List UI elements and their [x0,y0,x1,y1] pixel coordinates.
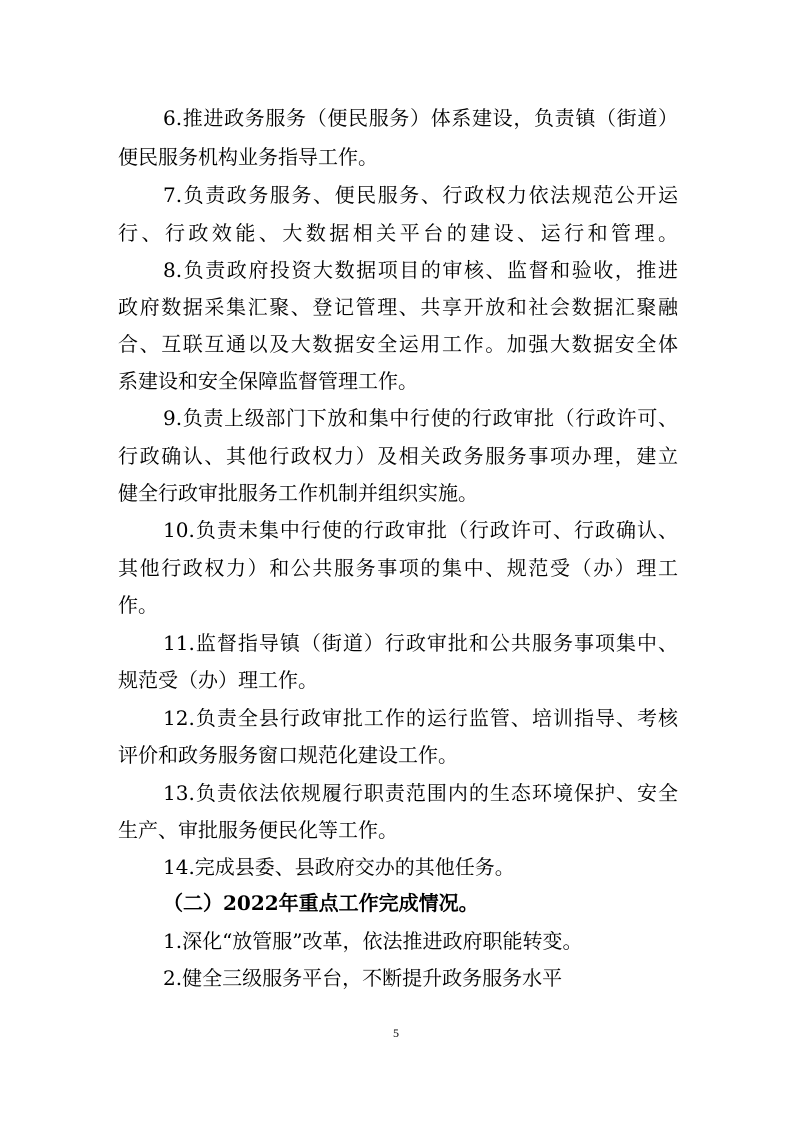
paragraph-line: 健全行政审批服务工作机制并组织实施。 [118,481,478,505]
paragraph-line: 作。 [118,593,158,617]
paragraph-line: 10.负责未集中行使的行政审批（行政许可、行政确认、 [163,518,678,542]
paragraph-line: 行、行政效能、大数据相关平台的建设、运行和管理。 [118,221,678,245]
paragraph-line: 行政确认、其他行政权力）及相关政务服务事项办理，建立 [118,444,678,468]
paragraph-line: 系建设和安全保障监督管理工作。 [118,369,418,393]
section-heading: （二）2022年重点工作完成情况。 [163,891,479,915]
paragraph-line: 6.推进政务服务（便民服务）体系建设，负责镇（街道） [163,106,678,130]
paragraph-line: 11.监督指导镇（街道）行政审批和公共服务事项集中、 [163,631,678,655]
paragraph-line: 规范受（办）理工作。 [118,668,318,692]
paragraph-line: 12.负责全县行政审批工作的运行监管、培训指导、考核 [163,706,678,730]
paragraph-line: 评价和政务服务窗口规范化建设工作。 [118,743,458,767]
paragraph-line: 2.健全三级服务平台，不断提升政务服务水平 [163,966,563,990]
paragraph-line: 生产、审批服务便民化等工作。 [118,818,398,842]
paragraph-line: 7.负责政务服务、便民服务、行政权力依法规范公开运 [163,183,678,207]
paragraph-line: 13.负责依法依规履行职责范围内的生态环境保护、安全 [163,781,678,805]
paragraph-line: 14.完成县委、县政府交办的其他任务。 [163,855,515,879]
paragraph-line: 8.负责政府投资大数据项目的审核、监督和验收，推进 [163,258,678,282]
paragraph-line: 合、互联互通以及大数据安全运用工作。加强大数据安全体 [118,332,678,356]
page-number: 5 [393,1026,399,1040]
paragraph-line: 9.负责上级部门下放和集中行使的行政审批（行政许可、 [163,406,678,430]
paragraph-line: 其他行政权力）和公共服务事项的集中、规范受（办）理工 [118,556,678,580]
paragraph-line: 便民服务机构业务指导工作。 [118,145,378,169]
paragraph-line: 政府数据采集汇聚、登记管理、共享开放和社会数据汇聚融 [118,295,678,319]
paragraph-line: 1.深化“放管服”改革，依法推进政府职能转变。 [163,929,583,953]
